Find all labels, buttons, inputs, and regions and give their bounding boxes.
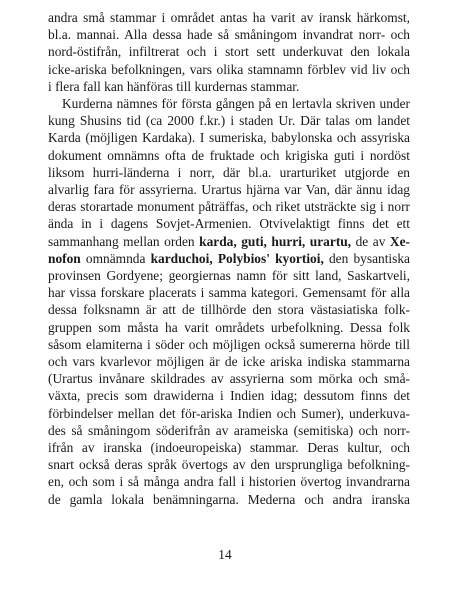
- text-run: den bysantiska: [323, 250, 411, 266]
- text-line: Karda (möjligen Kardaka). I sumeriska, babylonska och assyriska: [48, 130, 410, 146]
- text-line: och vars kvarlevor möjligen är de icke ariska indiska stammarna: [48, 354, 410, 370]
- text-run: omnämnda: [80, 250, 151, 266]
- text-line: snart också deras språk övertogs av den ursprungliga befolkning-: [48, 457, 410, 473]
- bold-term: karduchoi, Polybios' kyortioi,: [150, 250, 324, 266]
- bold-term: nofon: [48, 250, 81, 266]
- text-line: ända in i dagens Sovjet-Armenien. Otvivelaktigt finns det ett: [48, 216, 410, 232]
- text-line-with-bold-terms: [48, 233, 410, 250]
- text-line: alvarlig fara för assyrierna. Urartus hjärna var Van, där ännu idag: [48, 182, 410, 198]
- text-line: (Urartus invånare skildrades av assyrierna som mörka och små-: [48, 371, 410, 387]
- text-line: i flera fall kan hänföras till kurdernas stammar.: [48, 78, 300, 94]
- page-number: 14: [218, 547, 232, 562]
- text-line: nord-östifrån, infiltrerat och i stort sett underkuvat den lokala: [48, 44, 410, 60]
- text-line: liksom hurri-länderna i norr, där bl.a. urarturiket utgjorde en: [48, 164, 410, 180]
- text-line: en, och som i så många andra fall i historien övertog invandrarna: [48, 474, 410, 490]
- text-run: de av: [351, 233, 390, 249]
- text-line: kung Shusins tid (ca 2000 f.kr.) i staden Ur. Där talas om landet: [48, 113, 410, 129]
- text-line-with-bold-terms: [48, 250, 410, 267]
- text-line: de gamla lokala benämningarna. Mederna och andra iranska: [48, 491, 410, 507]
- text-line: provinsen Gordyene; georgiernas namn för sitt land, Saskartveli,: [48, 268, 410, 284]
- bold-term: Xe-: [389, 233, 410, 249]
- text-line: såsom elamiterna i söder och möjligen också sumererna hörde till: [48, 336, 410, 352]
- text-line: förbindelser mellan det för-ariska Indien och Sumer), underkuva-: [48, 405, 410, 421]
- text-line: des så småningom söderifrån av arameiska (semitiska) och norr-: [48, 422, 410, 438]
- text-line: ifrån av iranska (indoeuropeiska) stammar. Deras kultur, och: [48, 440, 410, 456]
- text-line: dokument omnämns ofta de fruktade och krigiska guti i nordöst: [48, 147, 410, 163]
- text-line: har vissa forskare placerats i samma kategori. Gemensamt för alla: [48, 285, 410, 301]
- text-line: dessa folksnamn är att de tillhörde den stora västasiatiska folk-: [48, 302, 410, 318]
- bold-term: karda, guti, hurri, urartu,: [199, 233, 352, 249]
- text-line: icke-ariska befolkningen, vars olika stamnamn förblev vid liv och: [48, 61, 410, 77]
- text-run: sammanhang mellan orden: [48, 233, 200, 249]
- body-text: [48, 9, 410, 508]
- text-line: Kurderna nämnes för första gången på en lertavla skriven under: [62, 96, 410, 112]
- text-line: växta, precis som drawiderna i Indien idag; dessutom finns det: [48, 388, 410, 404]
- text-line: gruppen som måsta ha varit områdets urbefolkning. Dessa folk: [48, 319, 410, 335]
- text-line: deras storartade monument påträffas, och riket utsträckte sig i norr: [48, 199, 410, 215]
- text-line: bl.a. mannai. Alla dessa hade så småningom invandrat norr- och: [48, 27, 410, 43]
- text-line: andra små stammar i området antas ha varit av iransk härkomst,: [48, 10, 410, 25]
